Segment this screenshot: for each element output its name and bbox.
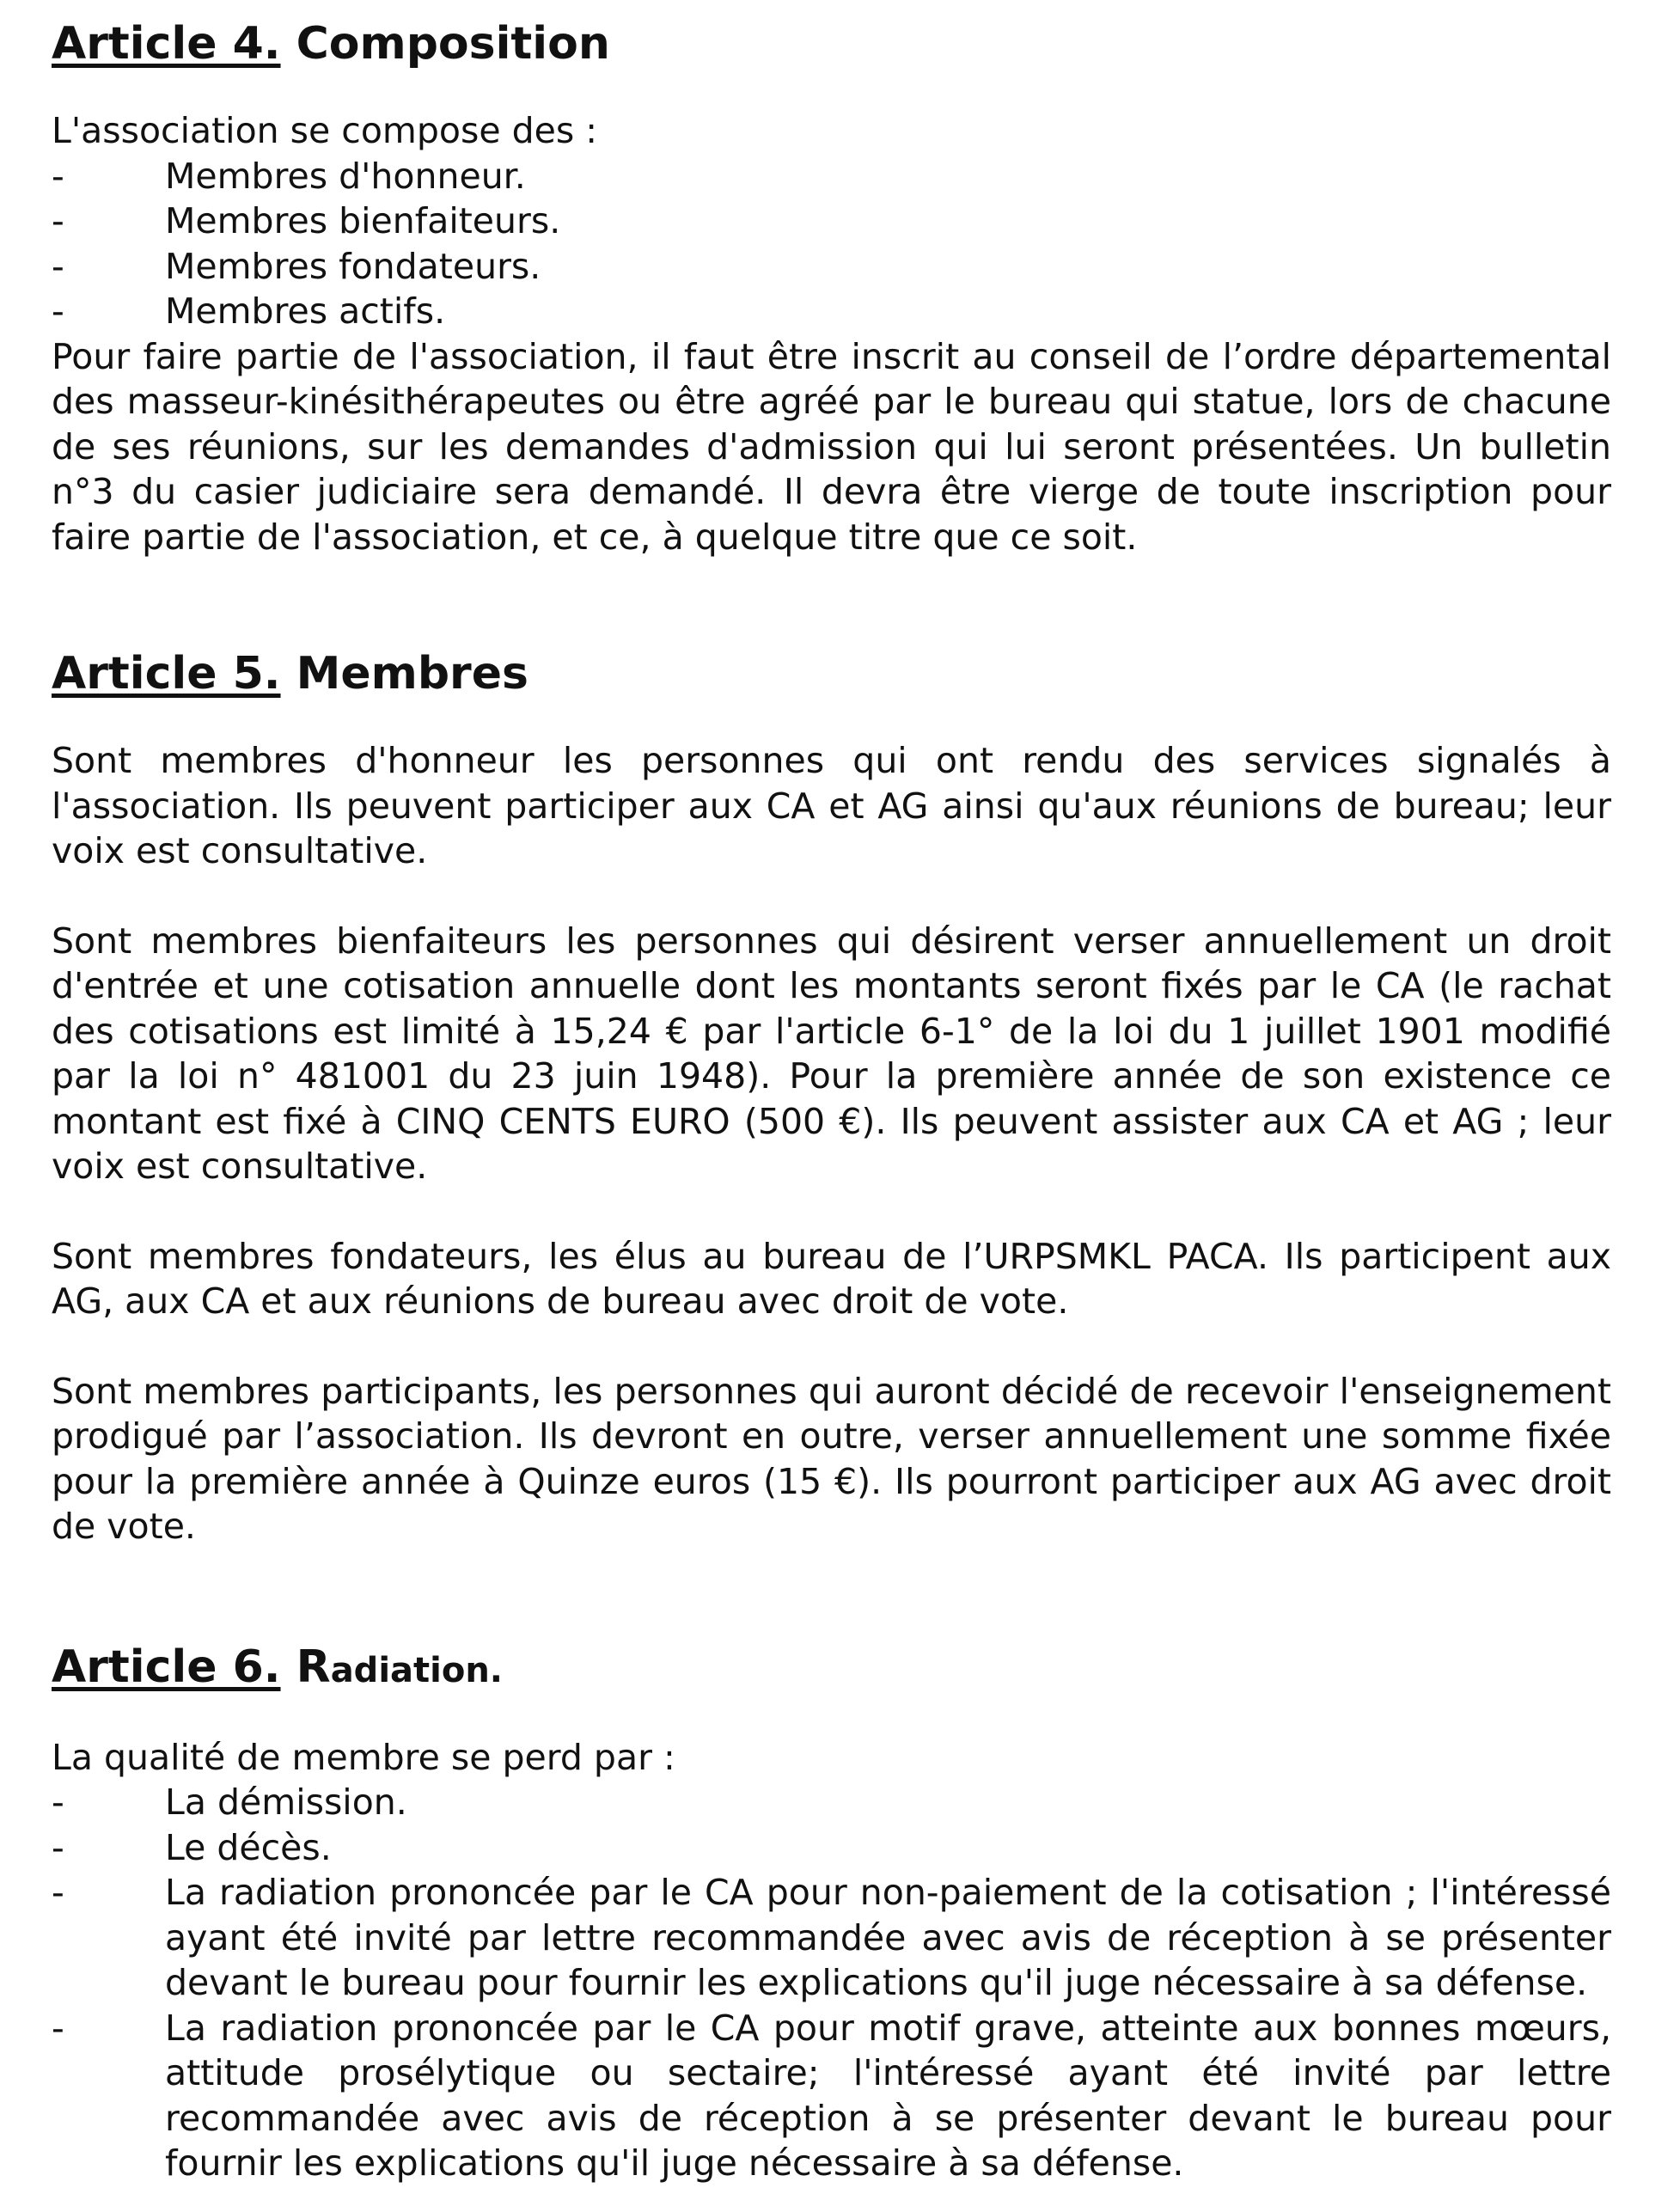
article-6-number: Article 6.	[52, 1641, 281, 1693]
article-6-heading	[52, 1635, 1611, 1702]
article-4-number: Article 4.	[52, 18, 281, 70]
article-4-list	[52, 154, 1611, 334]
list-dash: -	[52, 2007, 64, 2049]
list-dash: -	[52, 1872, 64, 1913]
article-5-paragraph-fondateurs: Sont membres fondateurs, les élus au bureau de l’URPSMKL PACA. Ils participent aux AG, aux CA et aux réunions de bureau avec droit de vote.	[52, 1235, 1611, 1322]
list-item: - La démission.	[52, 1780, 1611, 1825]
article-5-number: Article 5.	[52, 648, 281, 700]
list-item: - Membres bienfaiteurs.	[52, 199, 1611, 244]
article-4-intro: L'association se compose des :	[52, 110, 598, 151]
article-4-paragraph: Pour faire partie de l'association, il faut être inscrit au conseil de l’ordre départemental des masseur-kinésithérapeutes ou être agréé par le bureau qui statue, lors de chacune de ses réunions, sur les demandes d'admission qui lui seront présentées. Un bulletin n°3 du casier judiciaire sera demandé. Il devra être vierge de toute inscription pour faire partie de l'association, et ce, à quelque titre que ce soit.	[52, 335, 1611, 558]
article-6-title: Radiation.	[296, 1641, 503, 1693]
list-item: - La radiation prononcée par le CA pour motif grave, atteinte aux bonnes mœurs, attitude prosélytique ou sectaire; l'intéressé ayant été invité par lettre recommandée avec avis de réception à se présenter devant le bureau pour fournir les explications qu'il juge nécessaire à sa défense.	[52, 2007, 1611, 2184]
list-item: - Membres d'honneur.	[52, 154, 1611, 199]
list-dash: -	[52, 155, 64, 197]
article-5-paragraph-bienfaiteurs: Sont membres bienfaiteurs les personnes qui désirent verser annuellement un droit d'entrée et une cotisation annuelle dont les montants seront fixés par le CA (le rachat des cotisations est limité à 15,24 € par l'article 6-1° de la loi du 1 juillet 1901 modifié par la loi n° 481001 du 23 juin 1948). Pour la première année de son existence ce montant est fixé à CINQ CENTS EURO (500 €). Ils peuvent assister aux CA et AG ; leur voix est consultative.	[52, 920, 1611, 1187]
article-6-list	[52, 1780, 1611, 2186]
list-dash: -	[52, 1826, 64, 1868]
list-item: - La radiation prononcée par le CA pour non-paiement de la cotisation ; l'intéressé ayant été invité par lettre recommandée avec avis de réception à se présenter devant le bureau pour fournir les explications qu'il juge nécessaire à sa défense.	[52, 1872, 1611, 2003]
article-5-paragraph-participants: Sont membres participants, les personnes qui auront décidé de recevoir l'enseignement prodigué par l’association. Ils devront en outre, verser annuellement une somme fixée pour la première année à Quinze euros (15 €). Ils pourront participer aux AG avec droit de vote.	[52, 1370, 1611, 1547]
list-item: - Membres fondateurs.	[52, 244, 1611, 290]
article-4-heading	[52, 12, 1611, 76]
list-dash: -	[52, 200, 64, 241]
article-6-intro: La qualité de membre se perd par :	[52, 1736, 675, 1778]
article-6	[52, 1635, 1611, 2186]
article-4-title: Composition	[296, 18, 610, 70]
article-5	[52, 642, 1611, 1549]
article-4	[52, 12, 1611, 559]
list-dash: -	[52, 290, 64, 332]
list-item: - Membres actifs.	[52, 289, 1611, 334]
list-dash: -	[52, 245, 64, 287]
article-5-heading	[52, 642, 1611, 706]
list-dash: -	[52, 1781, 64, 1823]
article-5-paragraph-honneur: Sont membres d'honneur les personnes qui ont rendu des services signalés à l'association. Ils peuvent participer aux CA et AG ainsi qu'aux réunions de bureau; leur voix est consultative.	[52, 740, 1611, 871]
list-item: - Le décès.	[52, 1825, 1611, 1871]
article-5-title: Membres	[296, 648, 528, 700]
document-page	[52, 12, 1611, 2186]
